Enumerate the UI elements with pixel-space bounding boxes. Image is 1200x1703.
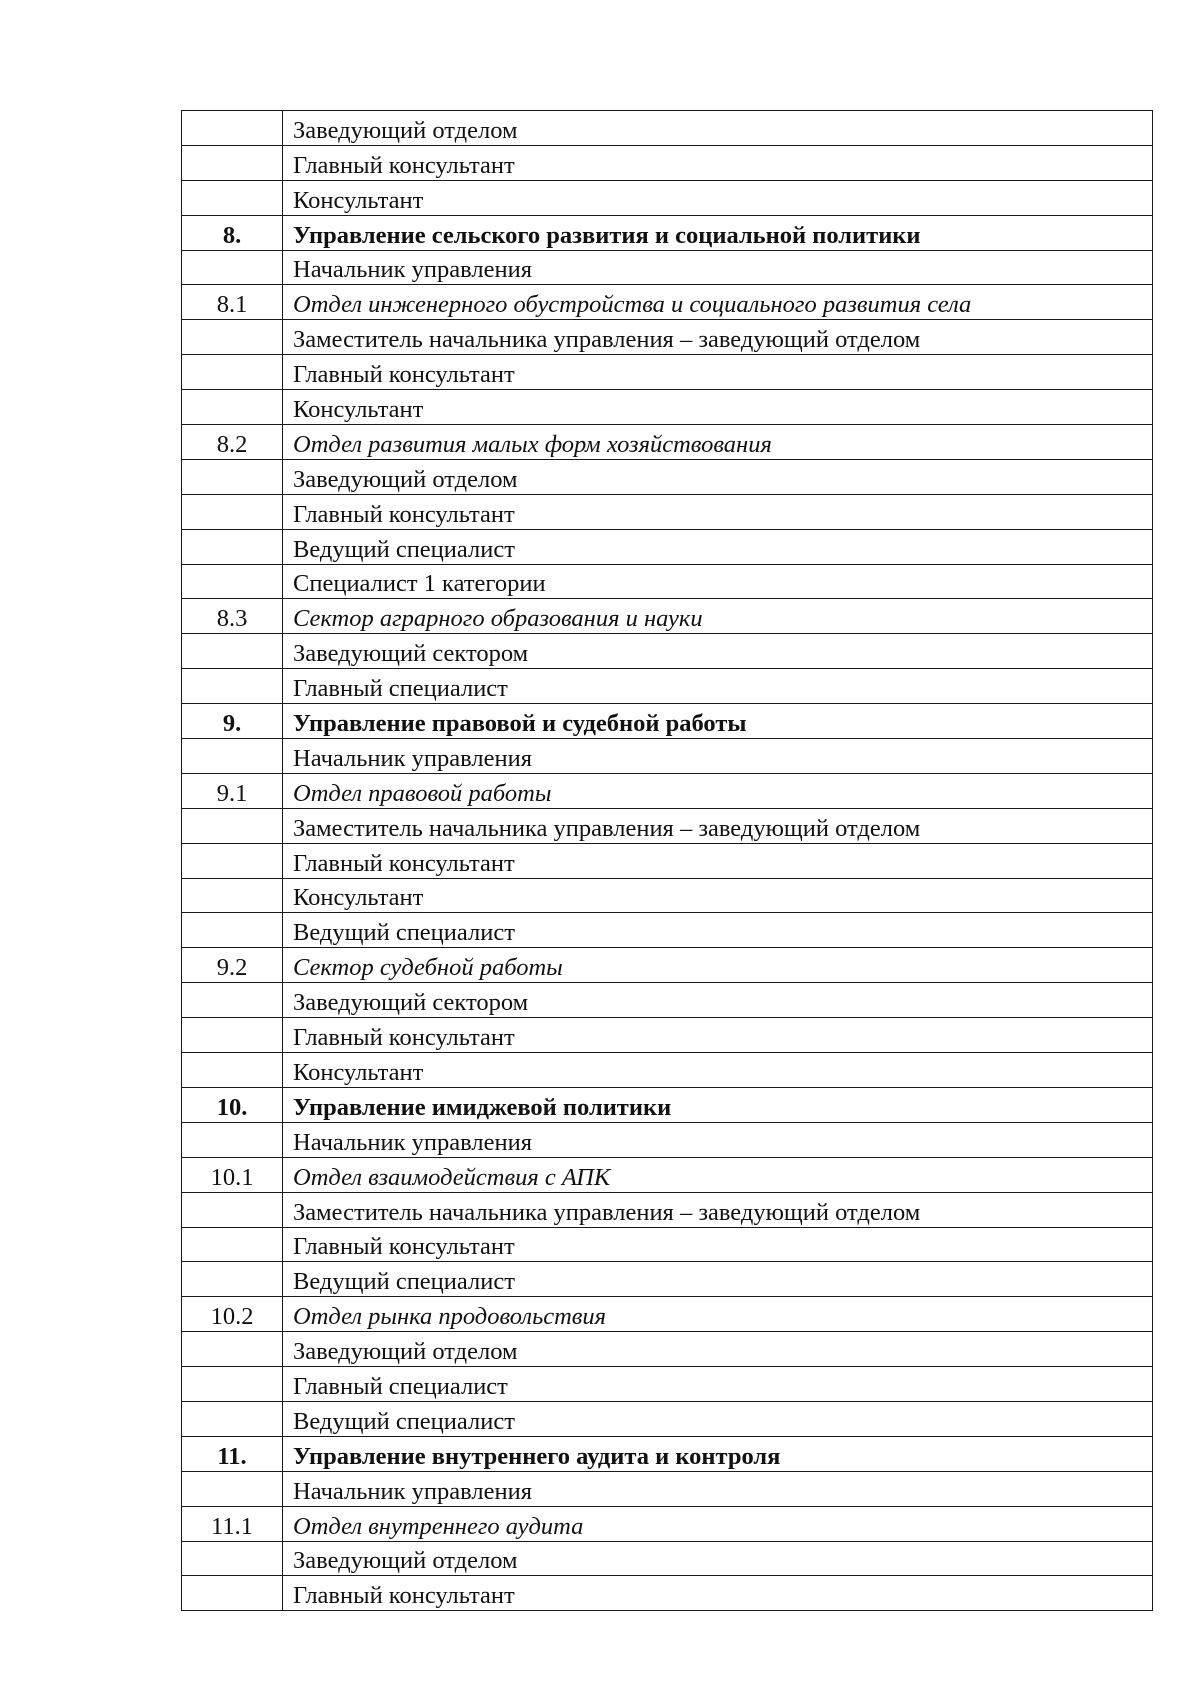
row-number-cell: 9. <box>182 704 283 739</box>
position-name-cell: Заведующий сектором <box>283 634 1153 669</box>
position-row <box>182 1541 1153 1576</box>
position-row <box>182 1367 1153 1402</box>
row-number-cell <box>182 145 283 180</box>
position-row <box>182 145 1153 180</box>
position-row <box>182 1332 1153 1367</box>
row-number-cell: 8.2 <box>182 425 283 460</box>
row-number-cell <box>182 1541 283 1576</box>
row-number-cell <box>182 320 283 355</box>
subdivision-name-cell: Отдел внутреннего аудита <box>283 1506 1153 1541</box>
position-row <box>182 634 1153 669</box>
row-number-cell: 11. <box>182 1436 283 1471</box>
position-row <box>182 808 1153 843</box>
row-number-cell <box>182 355 283 390</box>
subdivision-name-cell: Отдел правовой работы <box>283 773 1153 808</box>
subdivision-row <box>182 773 1153 808</box>
position-row <box>182 390 1153 425</box>
position-row <box>182 250 1153 285</box>
row-number-cell <box>182 878 283 913</box>
position-name-cell: Ведущий специалист <box>283 529 1153 564</box>
position-name-cell: Главный консультант <box>283 1227 1153 1262</box>
row-number-cell: 10. <box>182 1087 283 1122</box>
position-name-cell: Заведующий отделом <box>283 1332 1153 1367</box>
row-number-cell <box>182 1471 283 1506</box>
row-number-cell <box>182 180 283 215</box>
staff-structure-table <box>181 110 1153 1611</box>
position-name-cell: Заместитель начальника управления – заведующий отделом <box>283 1192 1153 1227</box>
row-number-cell: 10.1 <box>182 1157 283 1192</box>
row-number-cell <box>182 739 283 774</box>
position-row <box>182 564 1153 599</box>
position-row <box>182 459 1153 494</box>
position-name-cell: Заведующий отделом <box>283 111 1153 146</box>
row-number-cell <box>182 529 283 564</box>
position-name-cell: Ведущий специалист <box>283 1401 1153 1436</box>
subdivision-name-cell: Отдел инженерного обустройства и социального развития села <box>283 285 1153 320</box>
position-name-cell: Главный специалист <box>283 1367 1153 1402</box>
row-number-cell <box>182 459 283 494</box>
row-number-cell <box>182 1576 283 1611</box>
row-number-cell <box>182 669 283 704</box>
row-number-cell <box>182 250 283 285</box>
row-number-cell: 9.1 <box>182 773 283 808</box>
position-name-cell: Главный консультант <box>283 145 1153 180</box>
row-number-cell <box>182 1262 283 1297</box>
position-name-cell: Ведущий специалист <box>283 913 1153 948</box>
department-row <box>182 1087 1153 1122</box>
subdivision-row <box>182 599 1153 634</box>
row-number-cell <box>182 564 283 599</box>
subdivision-row <box>182 1297 1153 1332</box>
position-row <box>182 1401 1153 1436</box>
position-name-cell: Начальник управления <box>283 1471 1153 1506</box>
row-number-cell <box>182 913 283 948</box>
row-number-cell <box>182 1227 283 1262</box>
row-number-cell <box>182 983 283 1018</box>
department-row <box>182 215 1153 250</box>
position-name-cell: Начальник управления <box>283 739 1153 774</box>
row-number-cell <box>182 1401 283 1436</box>
row-number-cell <box>182 843 283 878</box>
position-row <box>182 1576 1153 1611</box>
position-name-cell: Заведующий отделом <box>283 459 1153 494</box>
position-name-cell: Главный консультант <box>283 494 1153 529</box>
department-name-cell: Управление сельского развития и социальной политики <box>283 215 1153 250</box>
position-row <box>182 320 1153 355</box>
position-row <box>182 1122 1153 1157</box>
position-row <box>182 843 1153 878</box>
position-name-cell: Консультант <box>283 180 1153 215</box>
position-row <box>182 1053 1153 1088</box>
subdivision-row <box>182 1506 1153 1541</box>
department-name-cell: Управление внутреннего аудита и контроля <box>283 1436 1153 1471</box>
row-number-cell <box>182 1332 283 1367</box>
position-row <box>182 1018 1153 1053</box>
position-row <box>182 669 1153 704</box>
position-row <box>182 878 1153 913</box>
row-number-cell <box>182 1192 283 1227</box>
subdivision-name-cell: Отдел развития малых форм хозяйствования <box>283 425 1153 460</box>
position-row <box>182 983 1153 1018</box>
position-row <box>182 739 1153 774</box>
row-number-cell <box>182 634 283 669</box>
subdivision-row <box>182 285 1153 320</box>
position-name-cell: Ведущий специалист <box>283 1262 1153 1297</box>
position-name-cell: Главный консультант <box>283 355 1153 390</box>
table-body <box>182 111 1153 1611</box>
position-row <box>182 355 1153 390</box>
position-name-cell: Заместитель начальника управления – заведующий отделом <box>283 808 1153 843</box>
position-row <box>182 180 1153 215</box>
department-row <box>182 1436 1153 1471</box>
position-name-cell: Начальник управления <box>283 1122 1153 1157</box>
row-number-cell <box>182 808 283 843</box>
position-row <box>182 1227 1153 1262</box>
position-row <box>182 1192 1153 1227</box>
subdivision-row <box>182 948 1153 983</box>
subdivision-row <box>182 425 1153 460</box>
position-row <box>182 913 1153 948</box>
department-name-cell: Управление правовой и судебной работы <box>283 704 1153 739</box>
row-number-cell <box>182 111 283 146</box>
row-number-cell <box>182 390 283 425</box>
subdivision-name-cell: Сектор судебной работы <box>283 948 1153 983</box>
position-row <box>182 1471 1153 1506</box>
row-number-cell <box>182 1367 283 1402</box>
position-name-cell: Заведующий сектором <box>283 983 1153 1018</box>
row-number-cell <box>182 1122 283 1157</box>
position-name-cell: Главный консультант <box>283 843 1153 878</box>
position-name-cell: Консультант <box>283 878 1153 913</box>
position-row <box>182 529 1153 564</box>
position-row <box>182 494 1153 529</box>
department-row <box>182 704 1153 739</box>
subdivision-name-cell: Сектор аграрного образования и науки <box>283 599 1153 634</box>
position-name-cell: Специалист 1 категории <box>283 564 1153 599</box>
subdivision-name-cell: Отдел взаимодействия с АПК <box>283 1157 1153 1192</box>
position-row <box>182 111 1153 146</box>
position-row <box>182 1262 1153 1297</box>
row-number-cell: 11.1 <box>182 1506 283 1541</box>
position-name-cell: Консультант <box>283 390 1153 425</box>
row-number-cell <box>182 494 283 529</box>
position-name-cell: Главный консультант <box>283 1576 1153 1611</box>
row-number-cell: 8. <box>182 215 283 250</box>
row-number-cell: 8.3 <box>182 599 283 634</box>
position-name-cell: Заместитель начальника управления – заведующий отделом <box>283 320 1153 355</box>
row-number-cell: 9.2 <box>182 948 283 983</box>
row-number-cell: 8.1 <box>182 285 283 320</box>
position-name-cell: Главный консультант <box>283 1018 1153 1053</box>
position-name-cell: Консультант <box>283 1053 1153 1088</box>
position-name-cell: Начальник управления <box>283 250 1153 285</box>
position-name-cell: Заведующий отделом <box>283 1541 1153 1576</box>
subdivision-name-cell: Отдел рынка продовольствия <box>283 1297 1153 1332</box>
row-number-cell <box>182 1053 283 1088</box>
subdivision-row <box>182 1157 1153 1192</box>
position-name-cell: Главный специалист <box>283 669 1153 704</box>
department-name-cell: Управление имиджевой политики <box>283 1087 1153 1122</box>
row-number-cell <box>182 1018 283 1053</box>
row-number-cell: 10.2 <box>182 1297 283 1332</box>
